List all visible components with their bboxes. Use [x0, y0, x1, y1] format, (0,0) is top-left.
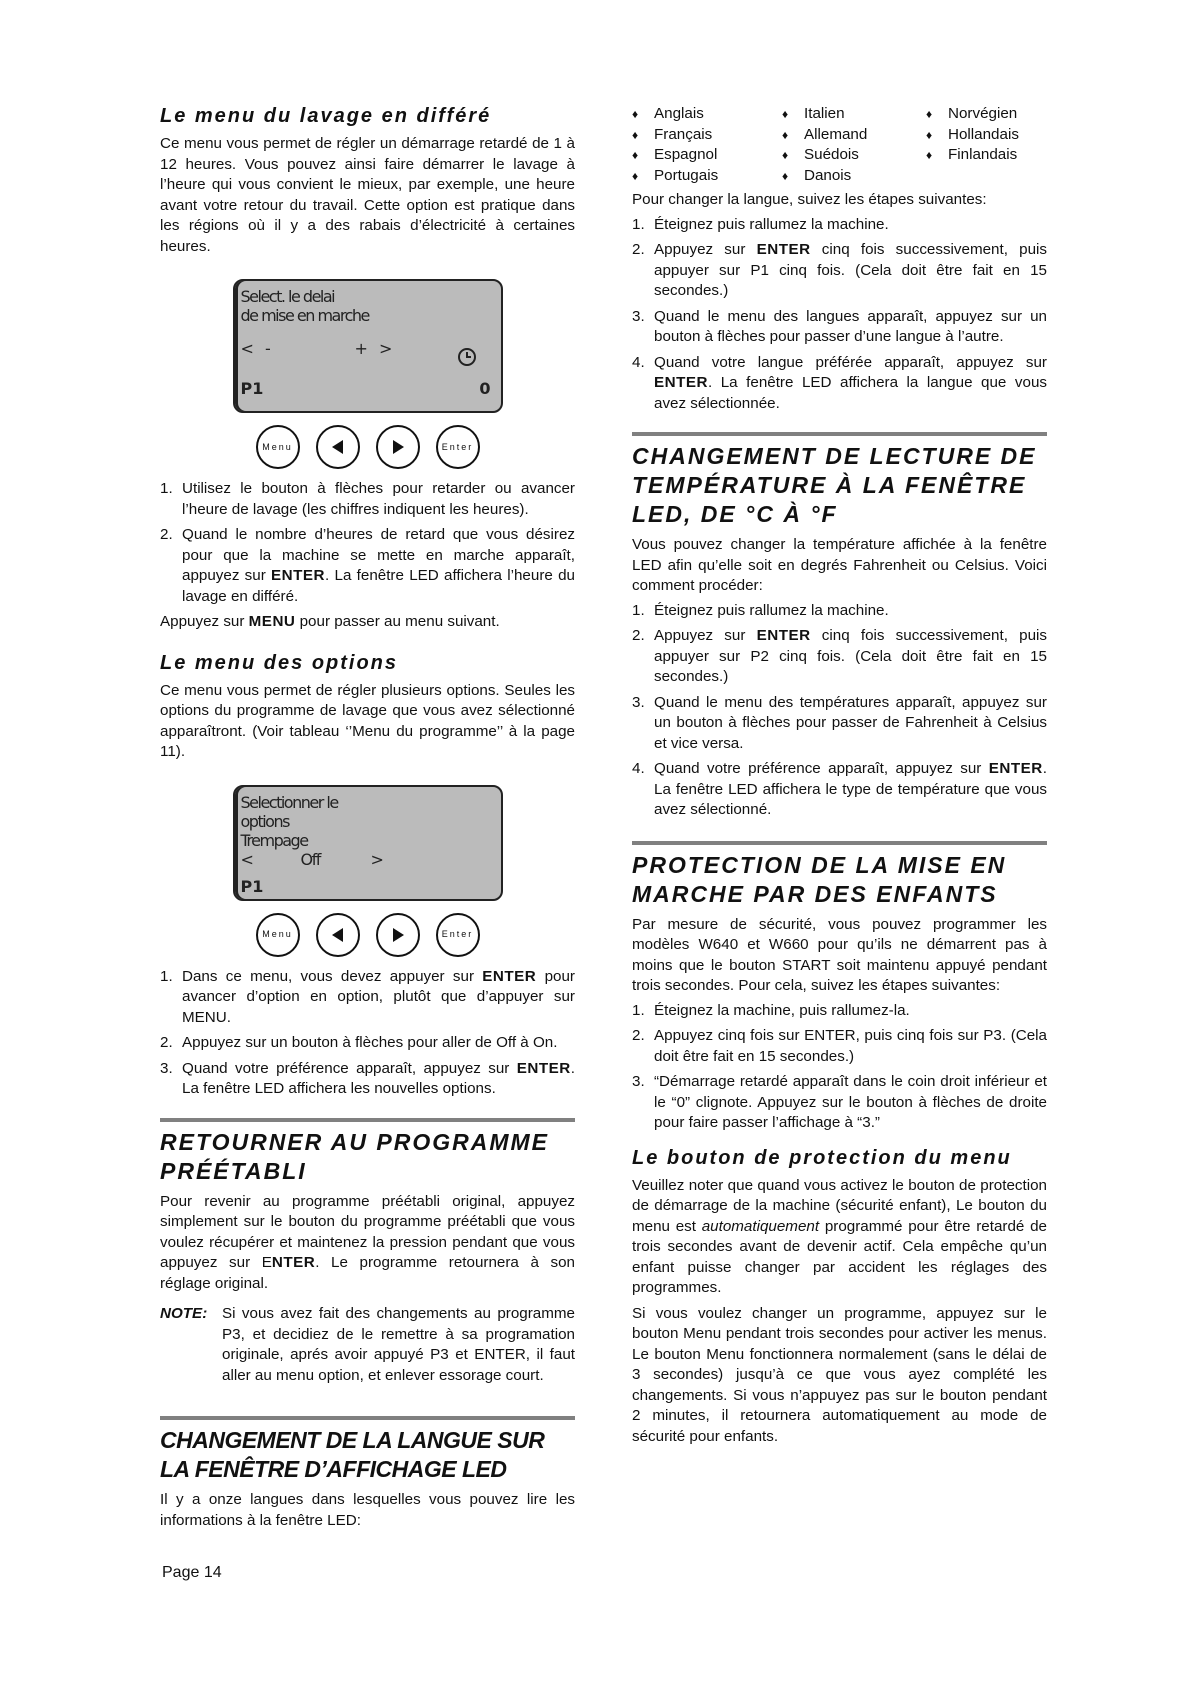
child-steps [632, 1001, 1047, 1134]
list-item: ♦ Hollandais [926, 125, 1046, 146]
language-steps [632, 215, 1047, 415]
list-item: ♦ Danois [782, 166, 926, 187]
left-column [160, 104, 575, 1531]
list-item: 4. Quand votre langue préférée apparaît, appuyez sur ENTER. La fenêtre LED affichera la langue que vous avez sélectionnée. [632, 353, 1047, 412]
lcd-screen [233, 785, 503, 901]
right-arrow-button[interactable] [376, 425, 420, 469]
list-item: 2. Appuyez sur ENTER cinq fois successivement, puis appuyer sur P1 cinq fois. (Cela doit être fait en 15 secondes.) [632, 241, 1047, 299]
list-item: 1. Utilisez le bouton à flèches pour retarder ou avancer l’heure de lavage (les chiffres indiquent les heures). [160, 480, 575, 518]
list-item: 4. Quand votre préférence apparaît, appuyez sur ENTER. La fenêtre LED affichera le type de température que vous avez sélectionné. [632, 760, 1047, 818]
list-item: ♦ Espagnol [632, 145, 782, 166]
lcd-program: P1 [240, 379, 264, 398]
clock-icon [457, 347, 477, 374]
temperature-paragraph: Vous pouvez changer la température affichée à la fenêtre LED afin qu’elle soit en degrés Fahrenheit ou Celsius. Voici comment procéder: [632, 536, 1047, 594]
section-divider [160, 1118, 575, 1122]
heading-menu-protection: Le bouton de protection du menu [632, 1146, 1012, 1169]
menu-protection-paragraph-1: Veuillez noter que quand vous activez le bouton de protection de démarrage de la machine (sécurité enfant), Le bouton du menu est automatiquement programmé pour être retardé de trois secondes avant de devenir actif. Cela empêche qu’un enfant puisse changer par accident les réglages des programmes. [632, 1176, 1047, 1296]
enter-button[interactable]: Enter [436, 913, 480, 957]
lcd-line-1: Selectionner le [240, 792, 338, 812]
list-item: 1. Éteignez puis rallumez la machine. [632, 215, 889, 233]
heading-return-program: RETOURNER AU PROGRAMME PRÉÉTABLI [160, 1128, 550, 1184]
page-number: Page 14 [162, 1564, 222, 1581]
lcd-value: 0 [479, 379, 491, 398]
options-steps [160, 967, 575, 1100]
note-text: Si vous avez fait des changements au programme P3, et decidiez de le remettre à sa programation originale, aprés avoir appuyé P3 et ENTER, il faut aller au menu option, et enlever essorage court. [222, 1305, 575, 1384]
control-buttons-2 [160, 913, 575, 957]
lcd-minus: < - [240, 339, 274, 358]
note-label: NOTE: [160, 1305, 208, 1322]
heading-child-protection: PROTECTION DE LA MISE EN MARCHE PAR DES ENFANTS [632, 851, 1007, 907]
lcd-plus: + > [354, 339, 396, 358]
list-item: 3. “Démarrage retardé apparaît dans le coin droit inférieur et le “0” clignote. Appuyez sur le bouton à flèches de droite pour faire passer l’affichage à “3.” [632, 1073, 1047, 1131]
temperature-steps [632, 601, 1047, 821]
lcd-line-2: de mise en marche [240, 306, 369, 325]
left-arrow-button[interactable] [316, 425, 360, 469]
list-item: ♦ Norvégien [926, 104, 1046, 125]
menu-button[interactable]: Menu [256, 425, 300, 469]
list-item: 1. Éteignez puis rallumez la machine. [632, 601, 889, 619]
section-divider [632, 841, 1047, 845]
list-item: 2. Quand le nombre d’heures de retard que vous désirez pour que la machine se mette en marche apparaît, appuyez sur ENTER. La fenêtre LED affichera l’heure du lavage en différé. [160, 526, 575, 605]
list-item: 1. Dans ce menu, vous devez appuyer sur ENTER pour avancer d’option en option, plutôt que d’appuyer sur MENU. [160, 967, 575, 1026]
left-arrow-icon [329, 926, 347, 944]
options-paragraph: Ce menu vous permet de régler plusieurs options. Seules les options du programme de lavage que vous avez sélectionné apparaîtront. (Voir tableau ‘’Menu du programme’’ à la page 11). [160, 681, 575, 760]
right-arrow-button[interactable] [376, 913, 420, 957]
lcd-line-2: options [240, 811, 289, 831]
language-intro: Pour changer la langue, suivez les étapes suivantes: [632, 191, 987, 208]
delay-paragraph: Ce menu vous permet de régler un démarrage retardé de 1 à 12 heures. Vous pouvez ainsi faire démarrer le lavage à l’heure qui vous convient le mieux, par exemple, une heure avant votre retour du travail. Cette option est pratique dans les régions où il y a des rabais d’électricité à certaines heures. [160, 135, 575, 255]
child-paragraph: Par mesure de sécurité, vous pouvez programmer les modèles W640 et W660 pour qu’ils ne démarrent pas à moins que le bouton START soit maintenu appuyé pendant trois secondes. Pour cela, suivez les étapes suivantes: [632, 915, 1047, 994]
left-arrow-button[interactable] [316, 913, 360, 957]
list-item: 2. Appuyez cinq fois sur ENTER, puis cinq fois sur P3. (Cela doit être fait en 15 secondes.) [632, 1027, 1047, 1065]
enter-button[interactable]: Enter [436, 425, 480, 469]
lcd-off: Off [300, 849, 320, 869]
menu-button[interactable]: Menu [256, 913, 300, 957]
note-block [160, 1304, 575, 1386]
delay-steps [160, 479, 575, 607]
right-column [632, 104, 1047, 1447]
heading-options-menu: Le menu des options [160, 651, 399, 674]
language-list [632, 104, 1047, 186]
list-item: 1. Éteignez la machine, puis rallumez-la. [632, 1001, 910, 1019]
list-item: 3. Quand le menu des températures apparaît, appuyez sur un bouton à flèches pour passer de Fahrenheit à Celsius et vice versa. [632, 693, 1047, 752]
right-arrow-icon [389, 926, 407, 944]
list-item: ♦ Suédois [782, 145, 926, 166]
heading-temperature: CHANGEMENT DE LECTURE DE TEMPÉRATURE À LA FENÊTRE LED, DE °C À °F [632, 443, 1037, 527]
menu-next-text: Appuyez sur MENU pour passer au menu suivant. [160, 613, 500, 630]
lcd-left: < [240, 849, 253, 869]
heading-language: CHANGEMENT DE LA LANGUE SUR LA FENÊTRE D’AFFICHAGE LED [160, 1427, 545, 1482]
return-paragraph: Pour revenir au programme préétabli original, appuyez simplement sur le bouton du programme préétabli que vous voulez récupérer et maintenez la pression pendant que vous appuyez sur ENTER. Le programme retournera à son réglage original. [160, 1192, 575, 1292]
list-item: ♦ Portugais [632, 166, 782, 187]
list-item: 3. Quand votre préférence apparaît, appuyez sur ENTER. La fenêtre LED affichera les nouvelles options. [160, 1059, 575, 1097]
list-item: ♦ Italien [782, 104, 926, 125]
list-item: 3. Quand le menu des langues apparaît, appuyez sur un bouton à flèches pour passer d’une langue à l’autre. [632, 307, 1047, 345]
lcd-line-3: Trempage [240, 830, 308, 850]
left-arrow-icon [329, 438, 347, 456]
list-item: ♦ Anglais [632, 104, 782, 125]
list-item: 2. Appuyez sur un bouton à flèches pour aller de Off à On. [160, 1034, 558, 1051]
list-item: ♦ Français [632, 125, 782, 146]
right-arrow-icon [389, 438, 407, 456]
lcd-line-1: Select. le delai [240, 287, 335, 306]
list-item: ♦ Allemand [782, 125, 926, 146]
list-item: 2. Appuyez sur ENTER cinq fois successivement, puis appuyer sur P2 cinq fois. (Cela doit être fait en 15 secondes.) [632, 627, 1047, 685]
section-divider [160, 1416, 575, 1420]
language-paragraph: Il y a onze langues dans lesquelles vous pouvez lire les informations à la fenêtre LED: [160, 1491, 575, 1529]
heading-delay-menu: Le menu du lavage en différé [160, 105, 492, 127]
lcd-display-options [233, 785, 503, 901]
section-divider [632, 432, 1047, 436]
lcd-display-delay [233, 279, 503, 413]
control-buttons-1 [160, 425, 575, 469]
menu-protection-paragraph-2: Si vous voulez changer un programme, appuyez sur le bouton Menu pendant trois secondes pour activer les menus. Le bouton Menu fonctionnera normalement (sans le délai de 3 secondes) jusqu’à ce que vous ayez complété les changements. Si vous n’appuyez pas sur le bouton pendant 2 minutes, il retournera automatiquement au mode de sécurité pour enfants. [632, 1304, 1047, 1445]
lcd-program: P1 [240, 876, 264, 896]
list-item: ♦ Finlandais [926, 145, 1046, 166]
lcd-right: > [370, 849, 383, 869]
lcd-screen [233, 279, 503, 413]
